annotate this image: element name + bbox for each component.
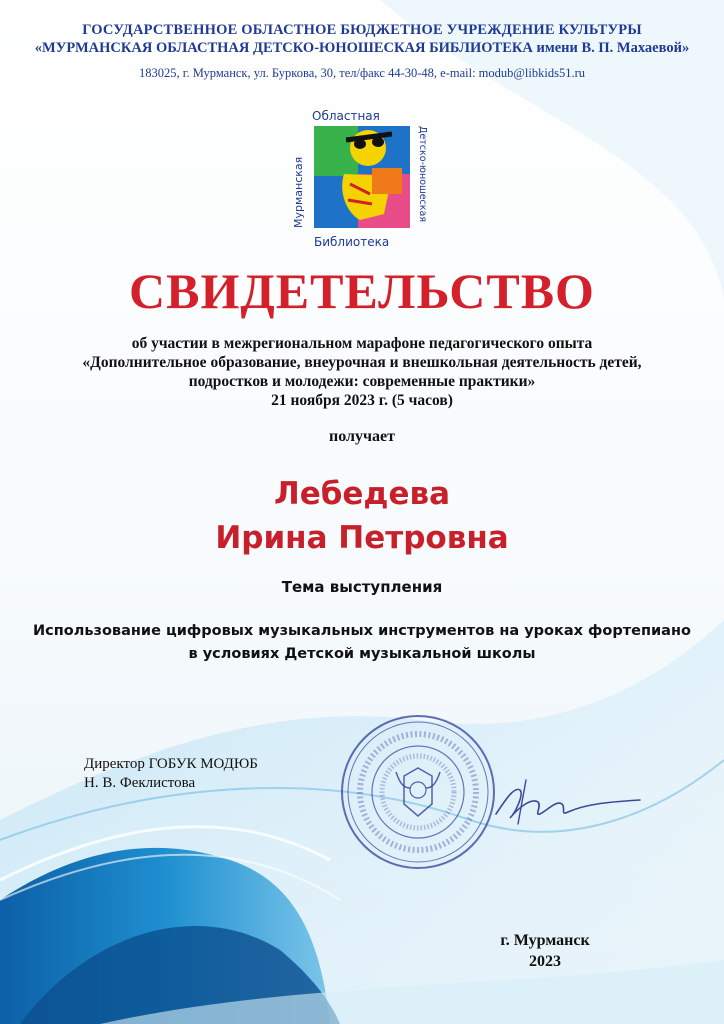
organization-address: 183025, г. Мурманск, ул. Буркова, 30, тел/факс 44-30-48, e-mail: modub@libkids51.ru: [138, 66, 585, 80]
organization-name-line1: ГОСУДАРСТВЕННОЕ ОБЛАСТНОЕ БЮДЖЕТНОЕ УЧРЕЖДЕНИЕ КУЛЬТУРЫ: [82, 22, 642, 38]
official-stamp: [338, 712, 498, 872]
topic-text: [0, 620, 724, 666]
certificate-description: [0, 334, 724, 410]
logo-text-bottom: Библиотека: [314, 235, 390, 249]
signer-block: [84, 755, 258, 793]
receives-label: получает: [329, 428, 395, 445]
topic-label: Тема выступления: [281, 578, 443, 596]
handwritten-signature: [490, 772, 650, 832]
description-line3: подростков и молодежи: современные практики»: [188, 373, 536, 390]
logo-text-left: Мурманская: [292, 156, 305, 228]
city: г. Мурманск: [500, 932, 590, 949]
year: 2023: [529, 953, 561, 970]
description-line2: «Дополнительное образование, внеурочная и внешкольная деятельность детей,: [82, 354, 642, 371]
recipient-given-names: Ирина Петровна: [215, 520, 509, 556]
certificate-title: СВИДЕТЕЛЬСТВО: [129, 263, 595, 319]
topic-line1: Использование цифровых музыкальных инструментов на уроках фортепиано: [33, 623, 691, 639]
signer-position: Директор ГОБУК МОДЮБ: [84, 756, 258, 772]
topic-line2: в условиях Детской музыкальной школы: [188, 646, 536, 662]
signer-name: Н. В. Феклистова: [84, 775, 196, 791]
description-date: 21 ноября 2023 г. (5 часов): [271, 392, 453, 409]
recipient-surname: Лебедева: [273, 476, 451, 512]
description-line1: об участии в межрегиональном марафоне педагогического опыта: [131, 335, 593, 352]
organization-name-line2: «МУРМАНСКАЯ ОБЛАСТНАЯ ДЕТСКО-ЮНОШЕСКАЯ БИБЛИОТЕКА имени В. П. Махаевой»: [34, 40, 690, 56]
city-and-year: [480, 930, 610, 972]
logo-text-top: Областная: [312, 109, 380, 123]
library-logo: [288, 104, 436, 254]
logo-text-right: Детско-юношеская: [417, 126, 428, 223]
